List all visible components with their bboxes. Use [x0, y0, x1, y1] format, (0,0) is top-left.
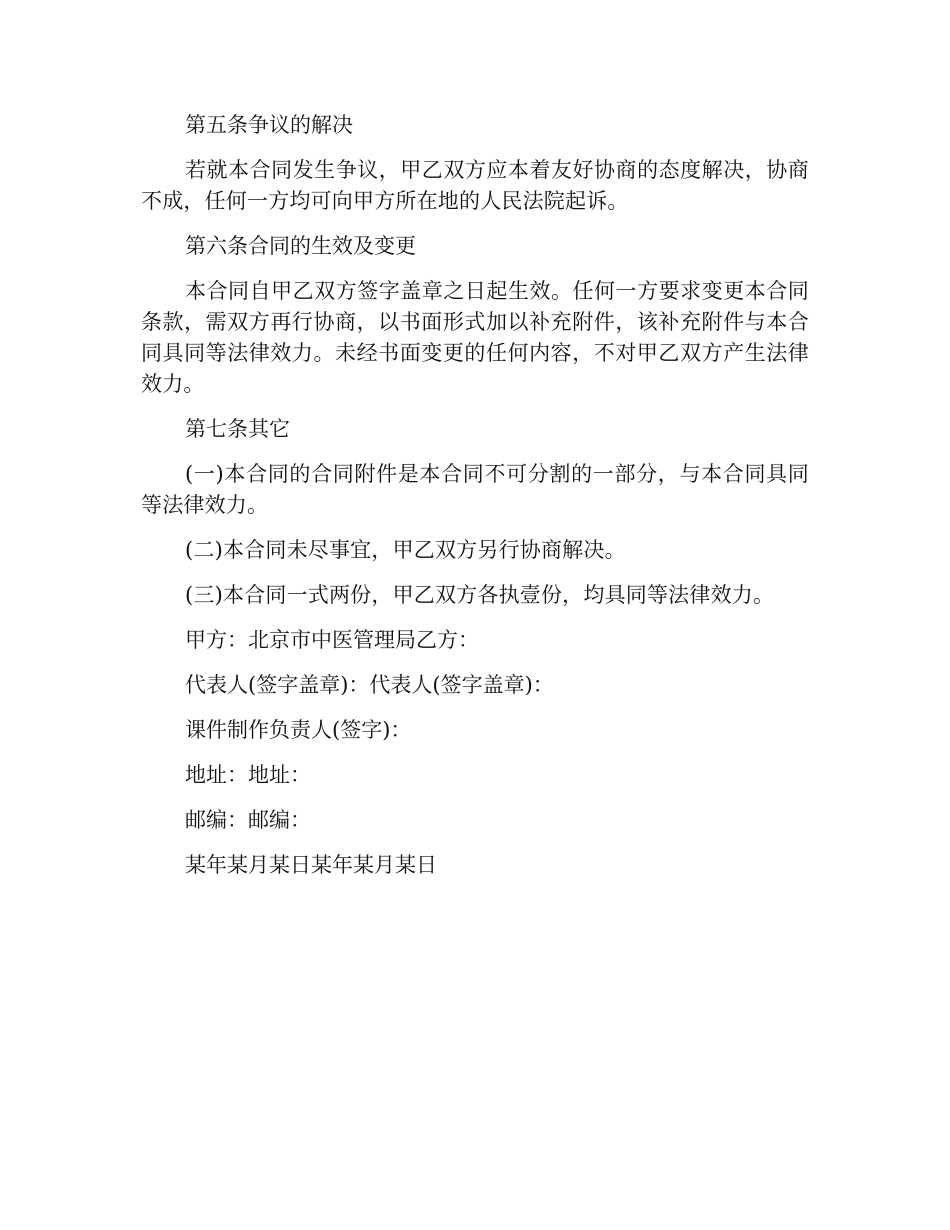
section-5-heading: 第五条争议的解决 [185, 113, 353, 137]
section-7-paragraph-2: (二)本合同未尽事宜，甲乙双方另行协商解决。 [185, 538, 626, 562]
section-7-paragraph-1: (一)本合同的合同附件是本合同不可分割的一部分，与本合同具同等法律效力。 [141, 462, 809, 517]
signature-date: 某年某月某日某年某月某日 [185, 853, 437, 877]
section-7-paragraph-3: (三)本合同一式两份，甲乙双方各执壹份，均具同等法律效力。 [185, 583, 775, 607]
section-7-heading: 第七条其它 [185, 417, 290, 441]
signature-postcode: 邮编：邮编： [185, 808, 311, 832]
signature-courseware-lead: 课件制作负责人(签字)： [185, 718, 412, 742]
signature-address: 地址：地址： [185, 763, 311, 787]
signature-representatives: 代表人(签字盖章)：代表人(签字盖章)： [185, 673, 554, 697]
section-6-paragraph-1: 本合同自甲乙双方签字盖章之日起生效。任何一方要求变更本合同条款，需双方再行协商，以书面形式加以补充附件，该补充附件与本合同具同等法律效力。未经书面变更的任何内容，不对甲乙双方产生法律效力。 [141, 279, 809, 396]
section-6-heading: 第六条合同的生效及变更 [185, 234, 416, 258]
document-page [141, 110, 809, 895]
section-5-paragraph-1: 若就本合同发生争议，甲乙双方应本着友好协商的态度解决，协商不成，任何一方均可向甲方所在地的人民法院起诉。 [141, 158, 809, 213]
signature-parties: 甲方：北京市中医管理局乙方： [185, 628, 479, 652]
